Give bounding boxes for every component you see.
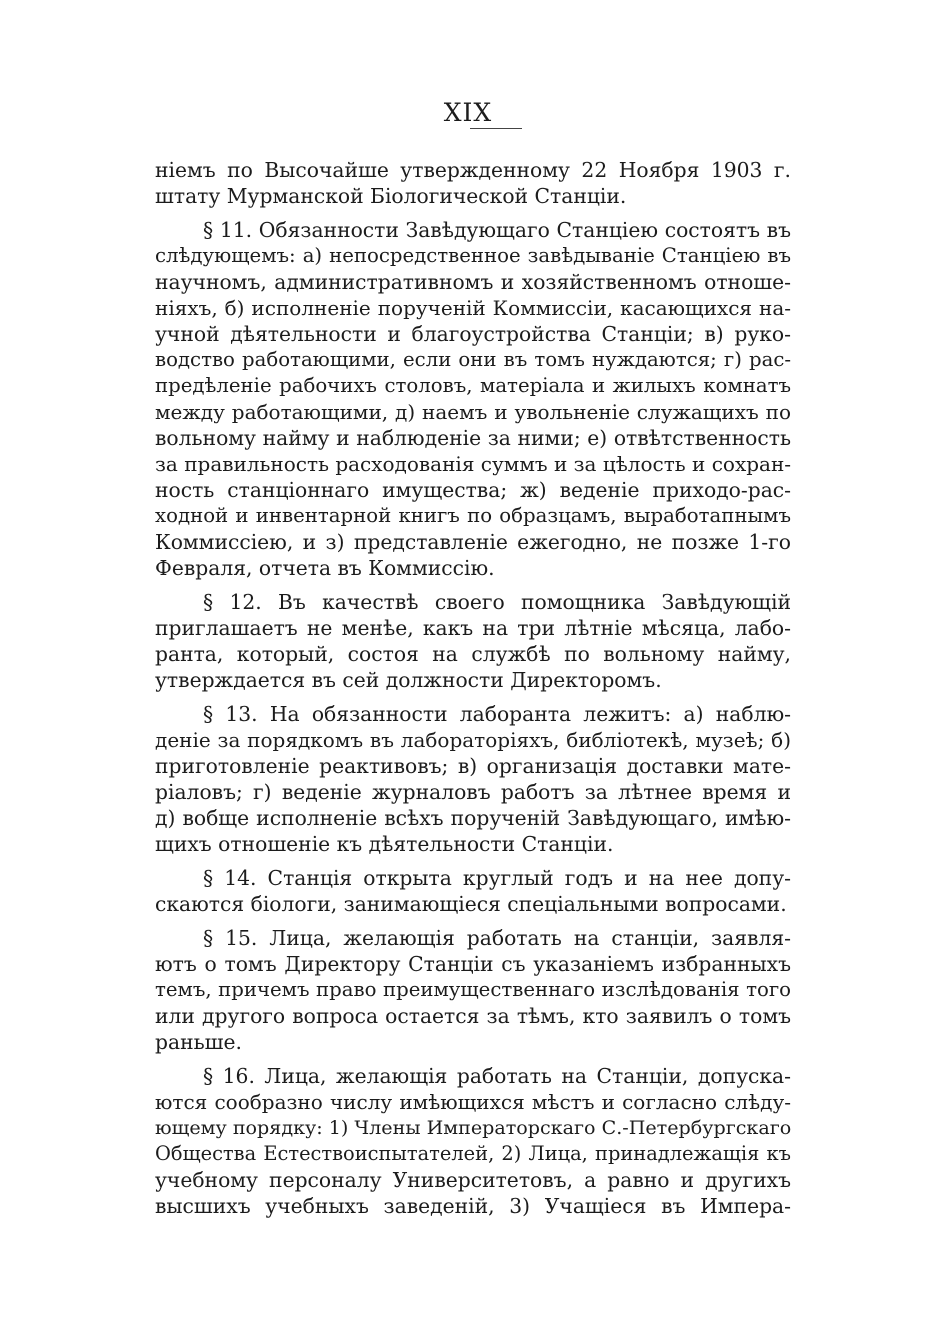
text-line: учебному персоналу Университетовъ, а равно и другихъ xyxy=(155,1168,791,1192)
text-line: § 14. Станція открыта круглый годъ и на нее допу- xyxy=(203,866,791,890)
page-number-underline xyxy=(470,128,522,129)
text-line: между работающими, д) наемъ и увольненіе служащихъ по xyxy=(155,400,791,424)
paragraph-section-15 xyxy=(155,925,791,1055)
page-number: XIX xyxy=(443,98,493,127)
text-line: Общества Естествоиспытателей, 2) Лица, принадлежащія къ xyxy=(155,1142,791,1165)
paragraph-section-16 xyxy=(155,1063,791,1219)
text-line: раньше. xyxy=(155,1030,242,1054)
text-line: ніемъ по Высочайше утвержденному 22 Ноября 1903 г. xyxy=(155,158,791,182)
text-line: учной дѣятельности и благоустройства Станціи; в) руко- xyxy=(155,322,791,346)
text-line: § 12. Въ качествѣ своего помощника Завѣдующій xyxy=(203,590,791,614)
text-line: щихъ отношеніе къ дѣятельности Станціи. xyxy=(155,832,614,856)
text-line: Февраля, отчета въ Коммиссію. xyxy=(155,556,495,580)
text-line: Коммиссіею, и з) представленіе ежегодно, не позже 1-го xyxy=(155,530,791,554)
text-line: вольному найму и наблюденіе за ними; е) отвѣтственность xyxy=(155,426,791,450)
text-line: или другого вопроса остается за тѣмъ, кто заявилъ о томъ xyxy=(155,1004,791,1028)
text-line: ютъ о томъ Директору Станціи съ указаніемъ избранныхъ xyxy=(155,952,791,976)
text-line: приглашаетъ не менѣе, какъ на три лѣтніе мѣсяца, лабо- xyxy=(155,616,791,640)
text-line: ются сообразно числу имѣющихся мѣстъ и согласно слѣду- xyxy=(155,1090,791,1114)
text-line: слѣдующемъ: а) непосредственное завѣдываніе Станціею въ xyxy=(155,244,791,267)
text-line: § 15. Лица, желающія работать на станціи, заявля- xyxy=(203,926,791,950)
paragraph-continuation xyxy=(155,157,791,209)
text-body xyxy=(155,157,791,1219)
text-line: за правильность расходованія суммъ и за цѣлость и сохран- xyxy=(155,452,792,476)
text-line: деніе за порядкомъ въ лабораторіяхъ, библіотекѣ, музеѣ; б) xyxy=(155,728,791,752)
text-line: научномъ, административномъ и хозяйственномъ отноше- xyxy=(155,270,791,294)
text-line: ющему порядку: 1) Члены Императорскаго С.-Петербургскаго xyxy=(155,1116,792,1139)
text-line: д) вобще исполненіе всѣхъ порученій Завѣдующаго, имѣю- xyxy=(155,806,791,830)
text-line: темъ, причемъ право преимущественнаго изслѣдованія того xyxy=(155,978,791,1001)
text-line: предѣленіе рабочихъ столовъ, матеріала и жилыхъ комнатъ xyxy=(155,374,791,397)
text-line: § 16. Лица, желающія работать на Станціи, допуска- xyxy=(203,1064,791,1088)
text-line: § 13. На обязанности лаборанта лежитъ: а) наблю- xyxy=(203,702,791,726)
text-line: ность станціоннаго имущества; ж) веденіе приходо-рас- xyxy=(155,478,791,502)
text-line: высшихъ учебныхъ заведеній, 3) Учащіеся въ Импера- xyxy=(155,1194,791,1218)
text-line: ходной и инвентарной книгъ по образцамъ, выработапнымъ xyxy=(155,504,791,527)
text-line: водство работающими, если они въ томъ нуждаются; г) рас- xyxy=(155,348,791,371)
paragraph-section-12 xyxy=(155,589,791,693)
text-line: ранта, который, состоя на службѣ по вольному найму, xyxy=(155,642,791,666)
text-line: утверждается въ сей должности Директоромъ. xyxy=(155,668,662,692)
paragraph-section-11 xyxy=(155,217,791,581)
text-line: скаются біологи, занимающіеся спеціальными вопросами. xyxy=(155,892,787,916)
text-line: § 11. Обязанности Завѣдующаго Станціею состоятъ въ xyxy=(203,218,791,242)
text-line: приготовленіе реактивовъ; в) организація доставки мате- xyxy=(155,754,791,778)
text-line: ніяхъ, б) исполненіе порученій Коммиссіи, касающихся на- xyxy=(155,296,791,320)
paragraph-section-13 xyxy=(155,701,791,857)
text-line: штату Мурманской Біологической Станціи. xyxy=(155,184,627,208)
paragraph-section-14 xyxy=(155,865,791,917)
text-line: ріаловъ; г) веденіе журналовъ работъ за лѣтнее время и xyxy=(155,780,791,804)
